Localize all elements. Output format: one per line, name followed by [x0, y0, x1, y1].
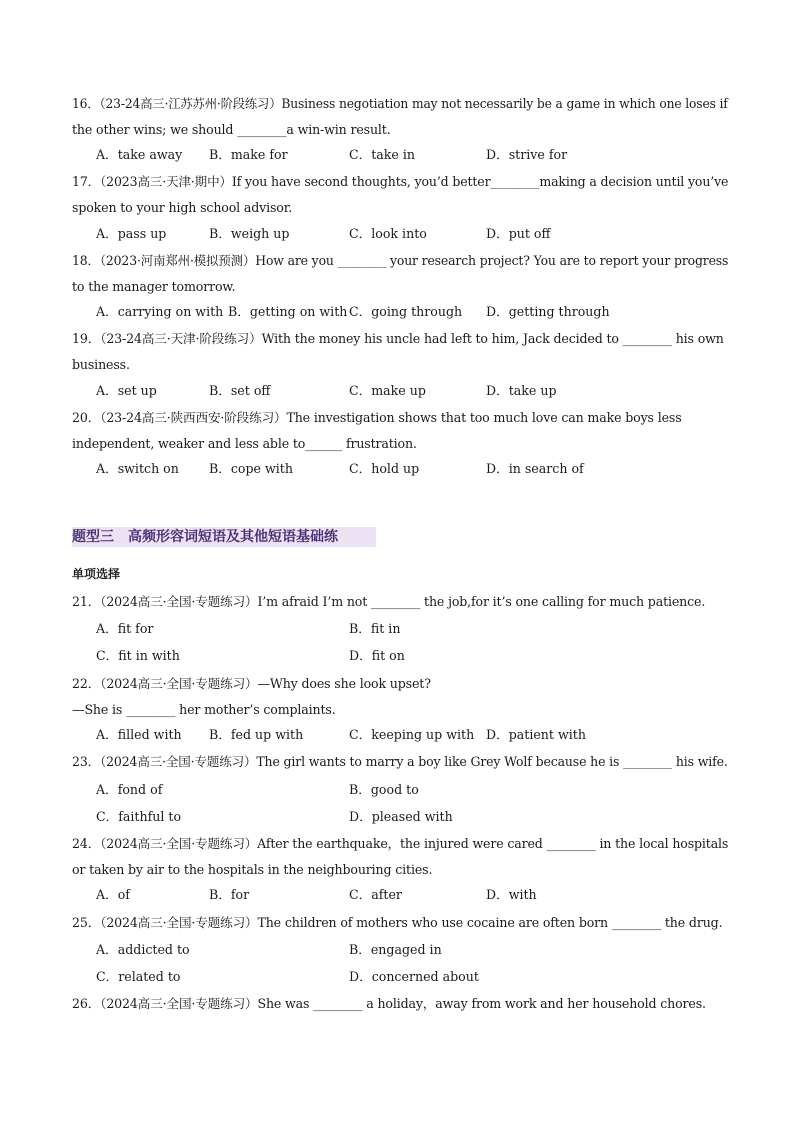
question-24-stem-cont: or taken by air to the hospitals in the neighbouring cities. [72, 862, 433, 877]
question-20-stem-cont: independent, weaker and less able to______ frustration. [72, 436, 417, 451]
question-22-option-d: D．patient with [486, 727, 586, 742]
question-22-option-b: B．fed up with [209, 727, 304, 742]
question-16-option-d: D．strive for [486, 147, 568, 162]
question-16-option-c: C．take in [349, 147, 416, 162]
question-19-option-c: C．make up [349, 383, 426, 398]
question-24-option-b: B．for [209, 887, 250, 902]
question-17-option-d: D．put off [486, 226, 551, 241]
question-24-option-d: D．with [486, 887, 537, 902]
question-25-option-d: D．concerned about [349, 969, 479, 984]
question-21-stem: 21．（2024高三·全国·专题练习）I’m afraid I’m not ________ the job,for it’s one calling for much patience. [72, 594, 706, 609]
question-23-option-b: B．good to [349, 782, 419, 797]
question-16-option-a: A．take away [96, 147, 183, 162]
question-20-option-a: A．switch on [96, 461, 179, 476]
question-26-stem: 26．（2024高三·全国·专题练习）She was ________ a holiday，away from work and her household chores. [72, 996, 706, 1011]
question-18-stem-cont: to the manager tomorrow. [72, 279, 236, 294]
question-16-stem-cont: the other wins; we should ________a win-win result. [72, 122, 391, 137]
question-24-option-a: A．of [96, 887, 130, 902]
question-20-stem: 20．（23-24高三·陕西西安·阶段练习）The investigation shows that too much love can make boys less [72, 410, 682, 425]
section-title: 题型三 高频形容词短语及其他短语基础练 [72, 527, 376, 547]
question-24-stem: 24．（2024高三·全国·专题练习）After the earthquake，the injured were cared ________ in the local hospitals [72, 836, 729, 851]
question-20-option-b: B．cope with [209, 461, 293, 476]
question-19-stem-cont: business. [72, 357, 130, 372]
question-18-option-b: B．getting on with [228, 304, 348, 319]
question-23-option-c: C．faithful to [96, 809, 182, 824]
question-21-option-b: B．fit in [349, 621, 401, 636]
question-24-option-c: C．after [349, 887, 402, 902]
question-19-stem: 19．（23-24高三·天津·阶段练习）With the money his uncle had left to him, Jack decided to ________ his own [72, 331, 724, 346]
question-17-option-b: B．weigh up [209, 226, 290, 241]
question-16-option-b: B．make for [209, 147, 288, 162]
question-17-option-a: A．pass up [96, 226, 167, 241]
question-23-stem: 23．（2024高三·全国·专题练习）The girl wants to marry a boy like Grey Wolf because he is ________ his wife. [72, 754, 728, 769]
question-20-option-d: D．in search of [486, 461, 584, 476]
question-22-option-a: A．filled with [96, 727, 182, 742]
question-18-stem: 18．（2023·河南郑州·模拟预测）How are you ________ your research project? You are to report your progress [72, 253, 729, 268]
question-22-option-c: C．keeping up with [349, 727, 475, 742]
question-21-option-a: A．fit for [96, 621, 154, 636]
question-23-option-d: D．pleased with [349, 809, 453, 824]
question-25-option-c: C．related to [96, 969, 181, 984]
question-17-stem: 17．（2023高三·天津·期中）If you have second thoughts, you’d better________making a decision until you’ve [72, 174, 729, 189]
question-18-option-d: D．getting through [486, 304, 610, 319]
question-21-option-d: D．fit on [349, 648, 405, 663]
question-21-option-c: C．fit in with [96, 648, 180, 663]
question-22-stem: 22．（2024高三·全国·专题练习）—Why does she look upset? [72, 676, 431, 691]
question-25-option-b: B．engaged in [349, 942, 442, 957]
question-22-stem-cont: —She is ________ her mother’s complaints. [72, 702, 336, 717]
question-17-option-c: C．look into [349, 226, 427, 241]
question-18-option-a: A．carrying on with [96, 304, 224, 319]
question-23-option-a: A．fond of [96, 782, 163, 797]
question-25-stem: 25．（2024高三·全国·专题练习）The children of mothers who use cocaine are often born ________ the drug. [72, 915, 723, 930]
question-19-option-a: A．set up [96, 383, 157, 398]
question-17-stem-cont: spoken to your high school advisor. [72, 200, 293, 215]
question-19-option-d: D．take up [486, 383, 557, 398]
question-19-option-b: B．set off [209, 383, 271, 398]
section-subheading: 单项选择 [72, 567, 121, 581]
question-16-stem: 16．（23-24高三·江苏苏州·阶段练习）Business negotiation may not necessarily be a game in which one loses if [72, 96, 728, 111]
question-25-option-a: A．addicted to [96, 942, 190, 957]
question-20-option-c: C．hold up [349, 461, 420, 476]
question-18-option-c: C．going through [349, 304, 463, 319]
